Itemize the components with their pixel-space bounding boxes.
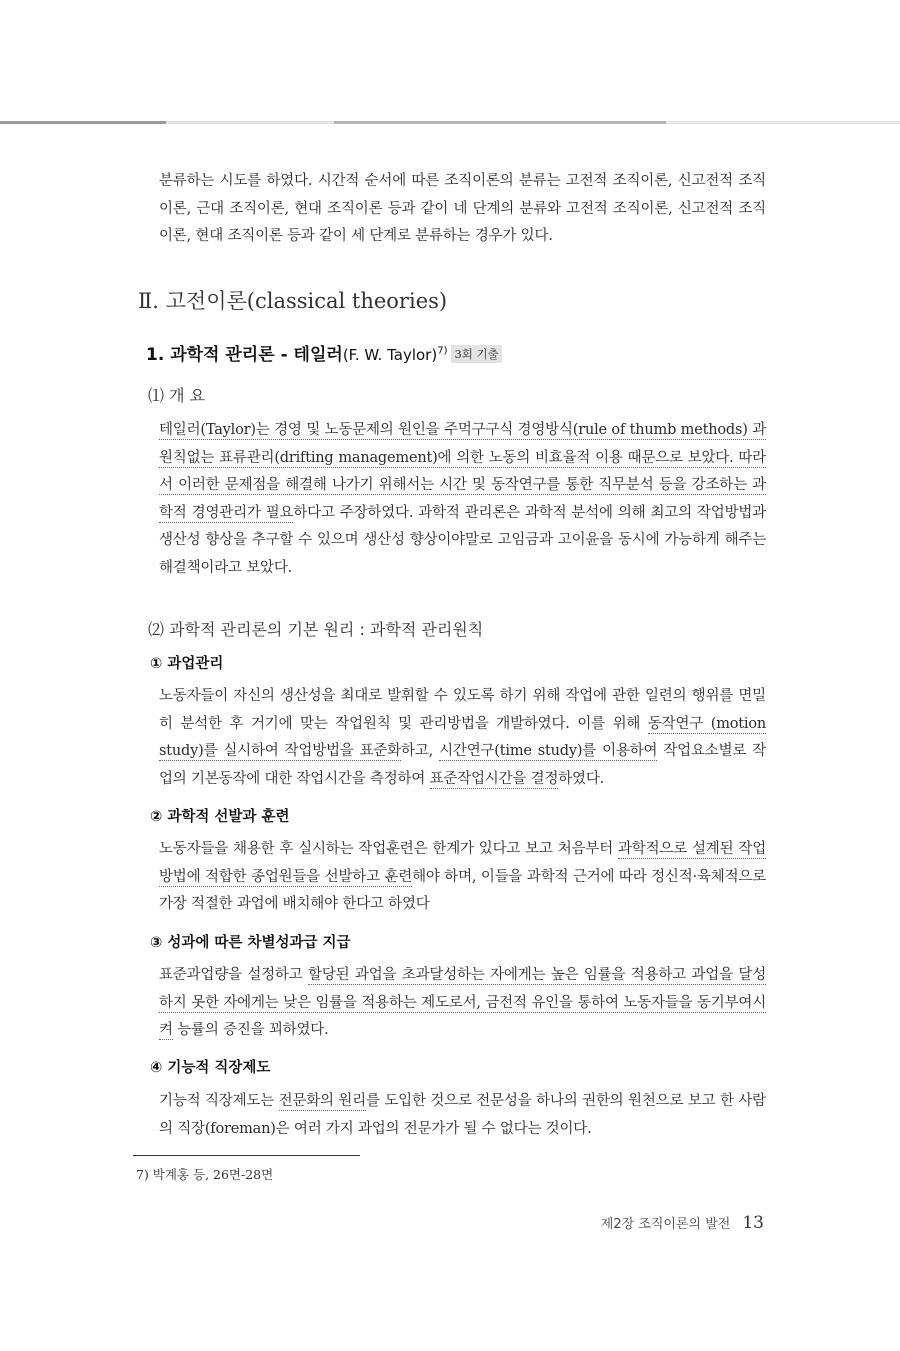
subsection-title-latin: (F. W. Taylor) [342,346,438,364]
principles-heading: ⑵ 과학적 관리론의 기본 원리 : 과학적 관리원칙 [148,620,484,639]
underlined-text: 시간연구(time study)를 이용하여 [439,743,658,760]
principle-title-2: ② 과학적 선발과 훈련 [150,809,290,825]
underlined-text: 전문화의 원리 [278,1093,366,1109]
principle-paragraph-3 [159,962,766,1045]
paragraph-text: 해야 하며, 이들을 과학적 근거에 따라 정신적·육체적으로 가장 적절한 과업에 배치해야 한다고 하였다 [159,868,766,913]
paragraph-text: 하였다. [558,770,605,787]
underlined-text: 테일러(Taylor)는 경영 및 노동문제의 원인을 주먹구구식 경영방식(rule of thumb methods) 과 원칙없는 표류관리(drifting management)에 의한 노동의 비효율적 이용 때문으로 보았다. 따라서 이러한 문제점을 해결해 나가기 위해서는 시간 및 동작연구를 통한 직무분석 등을 강조하는 과학적 경영관리가 필요 [159,422,766,521]
overview-paragraph [159,417,766,583]
chapter-label: 제2장 조직이론의 발전 [600,1217,731,1232]
principle-title-4: ④ 기능적 직장제도 [150,1060,271,1076]
paragraph-text: 노동자들이 자신의 생산성을 최대로 발휘할 수 있도록 하기 위해 작업에 관한 일련의 행위를 면밀히 분석한 후 거기에 맞는 작업원칙 및 관리방법을 개발하였다. 이를 위해 [159,688,766,732]
intro-paragraph: 분류하는 시도를 하였다. 시간적 순서에 따른 조직이론의 분류는 고전적 조직이론, 신고전적 조직이론, 근대 조직이론, 현대 조직이론 등과 같이 네 단계의 분류와 고전적 조직이론, 신고전적 조직이론, 현대 조직이론 등과 같이 세 단계로 분류하는 경우가 있다. [159,173,766,245]
paragraph-text: 표준과업량을 설정하고 [159,967,309,983]
footnote-divider [133,1155,360,1156]
principle-paragraph-2 [159,836,766,919]
header-rule-segment [0,121,166,124]
footnote-ref: 7) [437,345,448,357]
principle-paragraph-1 [159,683,766,793]
principle-title-1: ① 과업관리 [150,656,224,672]
paragraph-text: 하다고 주장하였다. 과학적 관리론은 과학적 분석에 의해 최고의 작업방법과 생산성 향상을 추구할 수 있으며 생산성 향상이야말로 고임금과 고이윤을 동시에 가능하게 해주는 해결책이라고 보았다. [159,504,766,576]
subsection-title [146,340,502,365]
underlined-text: 표준작업시간을 결정 [429,770,559,787]
overview-heading: ⑴ 개 요 [148,386,206,405]
paragraph-text: 를 도입한 것으로 전문성을 하나의 권한의 원천으로 보고 한 사람의 직장(foreman)은 여러 가지 과업의 전문가가 될 수 없다는 것이다. [159,1093,766,1137]
paragraph-text: 기능적 직장제도는 [159,1093,279,1109]
subsection-title-text: 1. 과학적 관리론 - 테일러 [146,345,343,365]
section-title: Ⅱ. 고전이론(classical theories) [138,289,448,313]
paragraph-text: 능률의 증진을 꾀하였다. [172,1022,329,1039]
exam-badge: 3회 기출 [451,345,501,363]
underlined-text: 할당된 과업을 초과달성하는 자에게는 높은 임률을 적용하고 과업을 달성하지 못한 자에게는 낮은 임률을 적용하는 제도로서, 금전적 유인을 통하여 노동자들을 동기부여시켜 [159,967,766,1039]
page-number: 13 [742,1213,764,1233]
principle-title-3: ③ 성과에 따른 차별성과급 지급 [150,935,351,951]
header-rule-segment [666,121,900,124]
principle-paragraph-4 [159,1088,766,1143]
underlined-text: 동작연구 (motion study)를 실시하여 작업방법을 표준화 [159,715,767,760]
paragraph-text: 노동자들을 채용한 후 실시하는 작업훈련은 한계가 있다고 보고 처음부터 [159,841,618,857]
page-footer [601,1213,764,1233]
paragraph-text: 하고, [401,743,440,760]
underlined-text: 과학적으로 설계된 작업방법에 적합한 종업원들을 선발하고 훈련 [159,841,767,885]
header-rule-segment [334,121,666,124]
footnote-text: 7) 박계홍 등, 26면-28면 [136,1167,274,1182]
paragraph-text: 작업요소별로 작업의 기본동작에 대한 작업시간을 측정하여 [159,743,766,787]
header-rule-segment [166,121,334,124]
